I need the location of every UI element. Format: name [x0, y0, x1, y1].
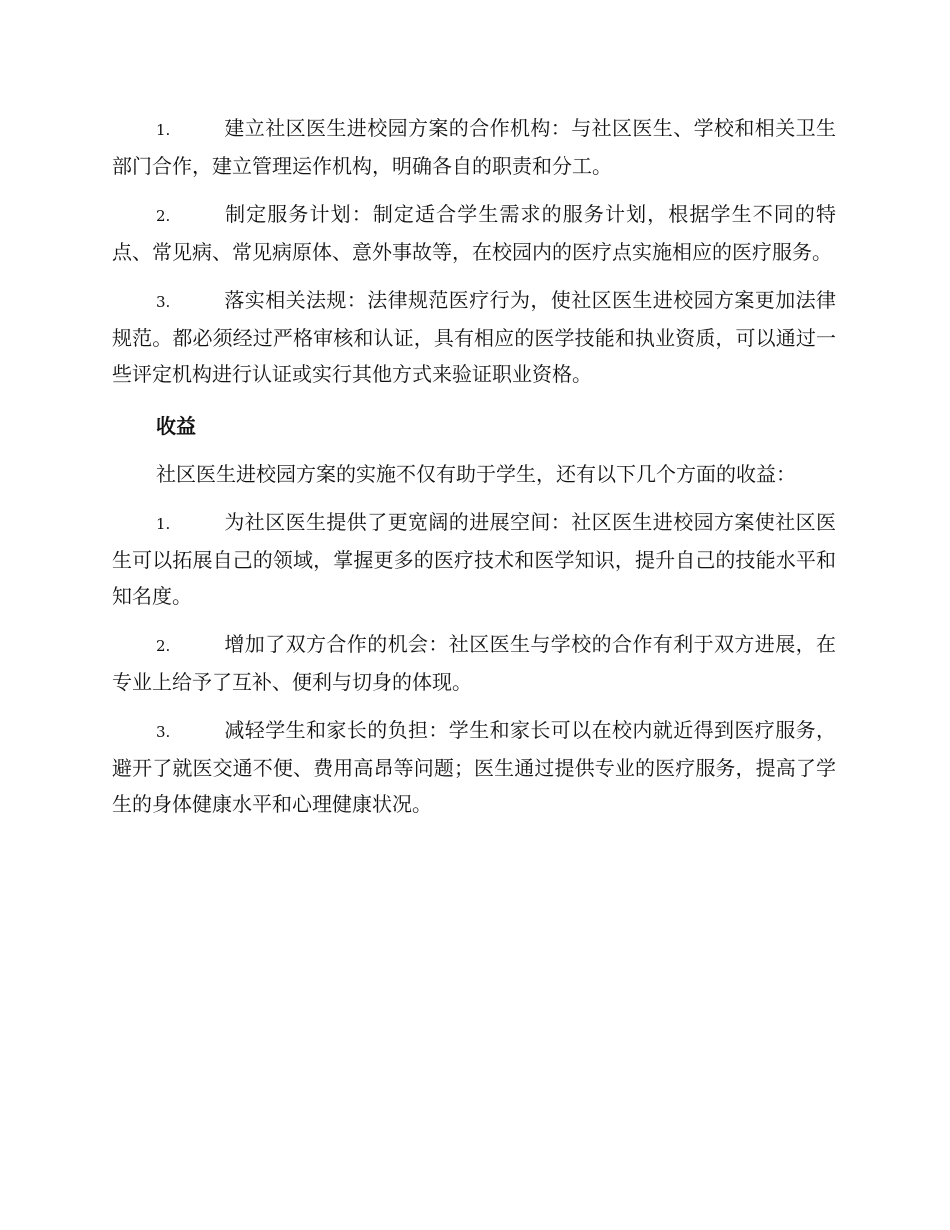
document-body	[112, 110, 836, 822]
list-item	[112, 626, 836, 700]
list-text: 建立社区医生进校园方案的合作机构：与社区医生、学校和相关卫生部门合作，建立管理运作机构，明确各自的职责和分工。	[112, 116, 836, 178]
list-text: 增加了双方合作的机会：社区医生与学校的合作有利于双方进展，在专业上给予了互补、便利与切身的体现。	[112, 632, 836, 694]
list-number: 2.	[156, 637, 171, 655]
section-heading: 收益	[156, 414, 196, 438]
list-item	[112, 196, 836, 270]
list-text: 为社区医生提供了更宽阔的进展空间：社区医生进校园方案使社区医生可以拓展自己的领域，掌握更多的医疗技术和医学知识，提升自己的技能水平和知名度。	[112, 510, 836, 608]
list-item	[112, 504, 836, 614]
section-intro: 社区医生进校园方案的实施不仅有助于学生，还有以下几个方面的收益：	[156, 462, 796, 486]
list-number: 1.	[156, 515, 171, 533]
list-text: 落实相关法规：法律规范医疗行为，使社区医生进校园方案更加法律规范。都必须经过严格审核和认证，具有相应的医学技能和执业资质，可以通过一些评定机构进行认证或实行其他方式来验证职业资格。	[112, 288, 836, 386]
list-item	[112, 110, 836, 184]
list-item	[112, 712, 836, 822]
list-number: 1.	[156, 121, 171, 139]
list-text: 制定服务计划：制定适合学生需求的服务计划，根据学生不同的特点、常见病、常见病原体、意外事故等，在校园内的医疗点实施相应的医疗服务。	[112, 202, 836, 264]
list-number: 3.	[156, 293, 171, 311]
list-number: 2.	[156, 207, 171, 225]
list-item	[112, 282, 836, 392]
list-number: 3.	[156, 723, 171, 741]
list-text: 减轻学生和家长的负担：学生和家长可以在校内就近得到医疗服务，避开了就医交通不便、费用高昂等问题；医生通过提供专业的医疗服务，提高了学生的身体健康水平和心理健康状况。	[112, 718, 836, 816]
